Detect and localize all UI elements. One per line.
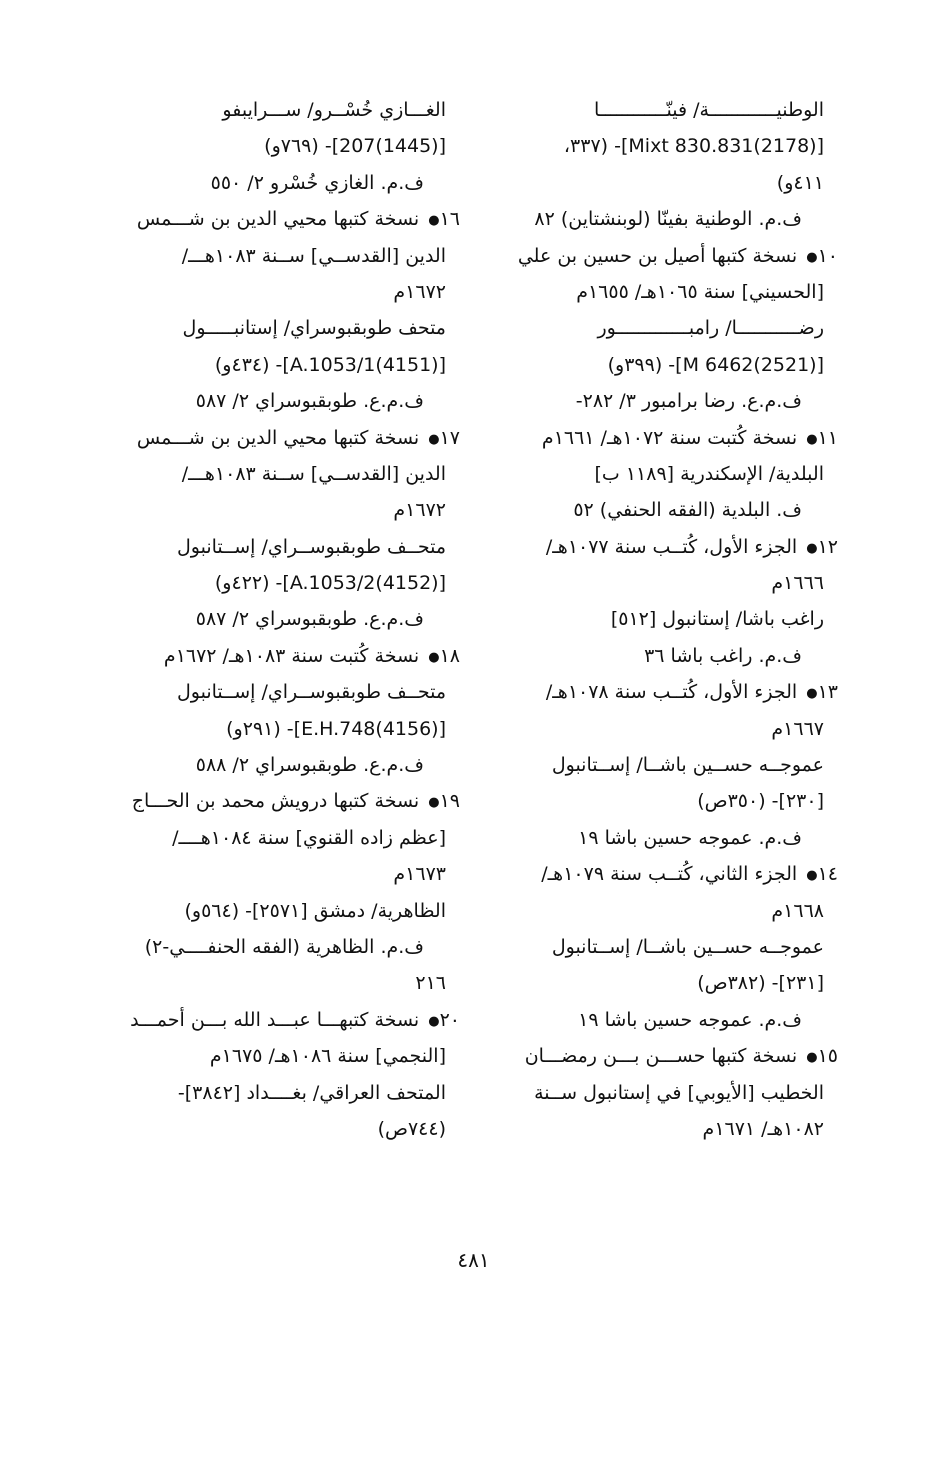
entry-line: [عظم زاده القنوي] سنة ١٠٨٤هــــ/ <box>172 826 446 849</box>
entry-line: الغـــازي خُسْــرو/ ســـرايبفو <box>222 99 446 121</box>
entry-line: ف.م. الغازي خُسْرو ٢/ ٥٥٠ <box>210 171 424 194</box>
entry-number: ١٤ <box>817 863 838 886</box>
entry-first-line <box>108 1002 460 1038</box>
entry-line: ف.م. الوطنية بفينّا (لوبنشتاين) ٨٢ <box>534 208 802 231</box>
entry-line: ف. البلدية (الفقه الحنفي) ٥٢ <box>573 499 802 522</box>
entry-line: ف.م.ع. طوبقبوسراي ٢/ ٥٨٨ <box>195 754 424 777</box>
entry-number: ١٨ <box>439 644 460 667</box>
entry-line: ١٦٧٢م <box>393 499 446 522</box>
entry-line: الظاهرية/ دمشق [٢٥٧١]- (٥٦٤و) <box>184 899 446 922</box>
entry-line: ف.م. راغب باشا ٣٦ <box>644 644 802 667</box>
entry-line: ٤١١و) <box>776 171 824 194</box>
entry-number: ١٢ <box>817 535 838 558</box>
entry-line: [(4151)A.1053/1]- (٤٣٤و) <box>214 353 446 376</box>
entry-first-line <box>498 1038 838 1074</box>
entry-first-line <box>498 238 838 274</box>
entry-text: نسخة كتبها حســـن بـــن رمضـــان <box>524 1045 804 1068</box>
entry-number: ١٩ <box>439 790 460 813</box>
bullet-icon: ● <box>806 868 818 884</box>
right-column <box>498 92 838 1147</box>
entry-text: نسخة كتبها محيي الدين بن شـــمس <box>136 426 426 449</box>
bullet-icon: ● <box>428 1013 440 1029</box>
entry-number: ١٠ <box>817 244 838 267</box>
entry-line: ١٦٦٨م <box>771 899 824 922</box>
page-number: ٤٨١ <box>457 1248 490 1272</box>
entry-line: [الحسيني] سنة ١٠٦٥هـ/ ١٦٥٥م <box>576 280 824 303</box>
entry-number: ١٧ <box>439 426 460 449</box>
entry-line: راغب باشا/ إستانبول [٥١٢] <box>610 608 824 631</box>
entry-line: الدين [القدســي] ســنة ١٠٨٣هـــ/ <box>181 462 446 485</box>
bullet-icon: ● <box>806 249 818 265</box>
entry-line: [٢٣٠]- (٣٥٠ص) <box>697 790 824 813</box>
entry-text: نسخة كُتبت سنة ١٠٧٢هـ/ ١٦٦١م <box>541 426 804 449</box>
bullet-icon: ● <box>806 686 818 702</box>
entry-number: ٢٠ <box>439 1008 460 1031</box>
entry-line: الوطنيــــــــــــة/ فينّــــــــــــا <box>593 99 824 121</box>
entry-line: ١٦٦٧م <box>771 717 824 740</box>
entry-line: متحــف طوبقبوســراي/ إســتانبول <box>176 535 446 558</box>
entry-first-line <box>498 420 838 456</box>
entry-number: ١١ <box>817 426 838 449</box>
entry-line: ف.م.ع. رضا برامبور ٣/ ٢٨٢- <box>575 390 802 413</box>
entry-first-line <box>108 420 460 456</box>
entry-line: [النجمي] سنة ١٠٨٦هـ/ ١٦٧٥م <box>209 1045 446 1068</box>
entry-line: ف.م. الظاهرية (الفقه الحنفــــي-٢) <box>144 935 424 958</box>
entry-line: رضـــــــــــا/ رامبـــــــــــــور <box>597 317 824 340</box>
entry-line: [(2178)Mixt 830.831]- (٣٣٧، <box>563 135 824 158</box>
entry-line: ١٦٦٦م <box>771 572 824 595</box>
entry-first-line <box>498 529 838 565</box>
entry-line: [(2521)6462 M]- (٣٩٩و) <box>607 353 824 376</box>
entry-text: نسخة كتبهـــا عبـــد الله بـــن أحمـــد <box>130 1008 426 1031</box>
entry-line: الخطيب [الأيوبي] في إستانبول ســنة <box>534 1081 824 1104</box>
entry-number: ١٥ <box>817 1045 838 1068</box>
entry-line: المتحف العراقي/ بغــــداد [٣٨٤٢]- <box>177 1081 446 1104</box>
bullet-icon: ● <box>806 540 818 556</box>
entry-line: عموجــه حســين باشــا/ إســتانبول <box>551 935 824 958</box>
entry-line: ف.م. عموجه حسين باشا ١٩ <box>578 1008 802 1031</box>
entry-line: ف.م.ع. طوبقبوسراي ٢/ ٥٨٧ <box>195 608 424 631</box>
left-column <box>108 92 460 1147</box>
entry-first-line <box>498 674 838 710</box>
bullet-icon: ● <box>428 213 440 229</box>
bullet-icon: ● <box>806 431 818 447</box>
entry-line: متحف طوبقبوسراي/ إستانبـــــول <box>182 317 446 340</box>
entry-text: نسخة كُتبت سنة ١٠٨٣هـ/ ١٦٧٢م <box>163 644 426 667</box>
entry-first-line <box>108 201 460 237</box>
entry-text: الجزء الأول، كُتــب سنة ١٠٧٨هـ/ <box>545 681 804 704</box>
entry-line: [(4156)E.H.748]- (٢٩١و) <box>226 717 446 740</box>
entry-text: نسخة كتبها أصيل بن حسين بن علي <box>517 244 804 267</box>
entry-line: ف.م.ع. طوبقبوسراي ٢/ ٥٨٧ <box>195 390 424 413</box>
entry-line: عموجــه حســين باشــا/ إســتانبول <box>551 754 824 777</box>
entry-text: نسخة كتبها درويش محمد بن الحـــاج <box>131 790 426 813</box>
entry-line: [(4152)A.1053/2]- (٤٢٢و) <box>214 572 446 595</box>
entry-line: ١٦٧٢م <box>393 280 446 303</box>
entry-line: [(1445)207]- (٧٦٩و) <box>264 135 446 158</box>
entry-line: ٢١٦ <box>415 972 446 995</box>
entry-text: الجزء الأول، كُتــب سنة ١٠٧٧هـ/ <box>545 535 804 558</box>
bullet-icon: ● <box>428 649 440 665</box>
entry-line: [٢٣١]- (٣٨٢ص) <box>697 972 824 995</box>
entry-line: ف.م. عموجه حسين باشا ١٩ <box>578 826 802 849</box>
bullet-icon: ● <box>428 431 440 447</box>
bullet-icon: ● <box>806 1050 818 1066</box>
entry-line: البلدية/ الإسكندرية [١١٨٩ ب] <box>594 462 824 485</box>
entry-line: (٧٤٤ص) <box>377 1117 446 1140</box>
entry-number: ١٦ <box>439 208 460 231</box>
entry-first-line <box>108 783 460 819</box>
entry-line: ١٠٨٢هـ/ ١٦٧١م <box>702 1117 824 1140</box>
entry-first-line <box>108 638 460 674</box>
entry-line: الدين [القدســي] ســنة ١٠٨٣هـــ/ <box>181 244 446 267</box>
entry-first-line <box>498 856 838 892</box>
entry-line: ١٦٧٣م <box>393 863 446 886</box>
entry-line: متحــف طوبقبوســراي/ إســتانبول <box>176 681 446 704</box>
entry-text: نسخة كتبها محيي الدين بن شـــمس <box>136 208 426 231</box>
bullet-icon: ● <box>428 795 440 811</box>
entry-text: الجزء الثاني، كُتــب سنة ١٠٧٩هـ/ <box>541 863 804 886</box>
entry-number: ١٣ <box>817 681 838 704</box>
